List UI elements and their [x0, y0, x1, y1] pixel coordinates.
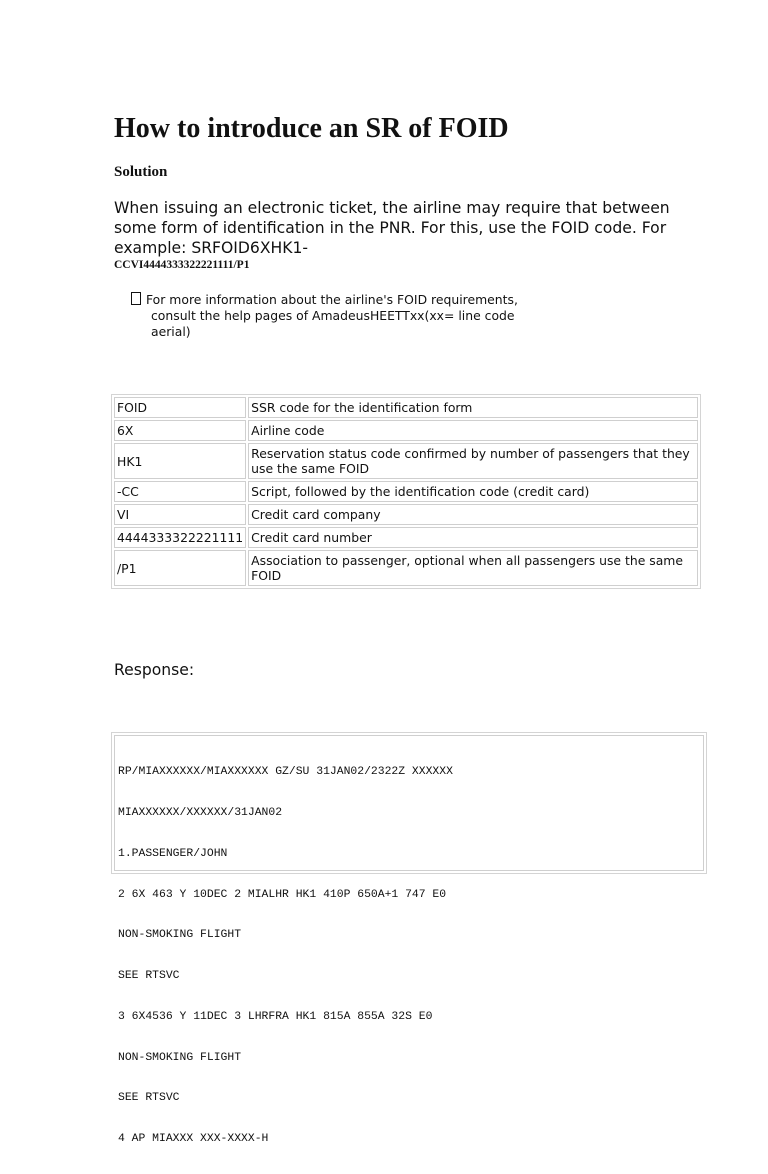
note-line-2: consult the help pages of AmadeusHEETTxx(xx= line code — [151, 308, 515, 323]
terminal-line: SEE RTSVC — [118, 970, 180, 983]
table-cell-code: VI — [114, 504, 246, 525]
terminal-line: RP/MIAXXXXXX/MIAXXXXXX GZ/SU 31JAN02/2322Z XXXXXX — [118, 766, 453, 779]
solution-heading: Solution — [114, 164, 168, 180]
table-cell-code: 6X — [114, 420, 246, 441]
intro-code: CCVI4444333322221111/P1 — [114, 259, 250, 271]
table-cell-description: Association to passenger, optional when all passengers use the same FOID — [248, 550, 698, 586]
intro-paragraph — [114, 198, 674, 272]
terminal-line: 1.PASSENGER/JOHN — [118, 847, 228, 860]
terminal-line: 3 6X4536 Y 11DEC 3 LHRFRA HK1 815A 855A 32S E0 — [118, 1010, 433, 1023]
table-cell-code: FOID — [114, 397, 246, 418]
table-cell-code: HK1 — [114, 443, 246, 479]
table-cell-code: -CC — [114, 481, 246, 502]
response-terminal-text — [114, 735, 704, 1146]
table-row — [114, 420, 698, 441]
table-cell-description: Credit card number — [248, 527, 698, 548]
foid-elements-table — [111, 394, 701, 589]
page-title: How to introduce an SR of FOID — [114, 113, 509, 144]
table-cell-code: /P1 — [114, 550, 246, 586]
table-row — [114, 550, 698, 586]
terminal-line: MIAXXXXXX/XXXXXX/31JAN02 — [118, 806, 283, 819]
response-terminal-box — [111, 732, 707, 1146]
table-row — [114, 397, 698, 418]
response-label: Response: — [114, 661, 195, 679]
table-cell-description: Airline code — [248, 420, 698, 441]
intro-text: When issuing an electronic ticket, the airline may require that between some form of identification in the PNR. For this, use the FOID code. For example: SRFOID6XHK1- — [114, 199, 670, 257]
table-cell-code: 4444333322221111 — [114, 527, 246, 548]
terminal-line: SEE RTSVC — [118, 1092, 180, 1105]
table-row — [114, 481, 698, 502]
table-row — [114, 504, 698, 525]
note-line-3: aerial) — [151, 324, 191, 339]
table-row — [114, 443, 698, 479]
terminal-line: NON-SMOKING FLIGHT — [118, 929, 242, 942]
table-row — [114, 527, 698, 548]
terminal-line: 2 6X 463 Y 10DEC 2 MIALHR HK1 410P 650A+1 747 E0 — [118, 888, 447, 901]
note-line-1: For more information about the airline's FOID requirements, — [131, 292, 551, 308]
info-note — [131, 292, 551, 340]
table-cell-description: Credit card company — [248, 504, 698, 525]
checkbox-glyph-icon — [131, 292, 141, 305]
terminal-line: 4 AP MIAXXX XXX-XXXX-H — [118, 1133, 269, 1146]
terminal-line: NON-SMOKING FLIGHT — [118, 1051, 242, 1064]
table-cell-description: SSR code for the identification form — [248, 397, 698, 418]
table-cell-description: Reservation status code confirmed by number of passengers that they use the same FOID — [248, 443, 698, 479]
table-cell-description: Script, followed by the identification code (credit card) — [248, 481, 698, 502]
